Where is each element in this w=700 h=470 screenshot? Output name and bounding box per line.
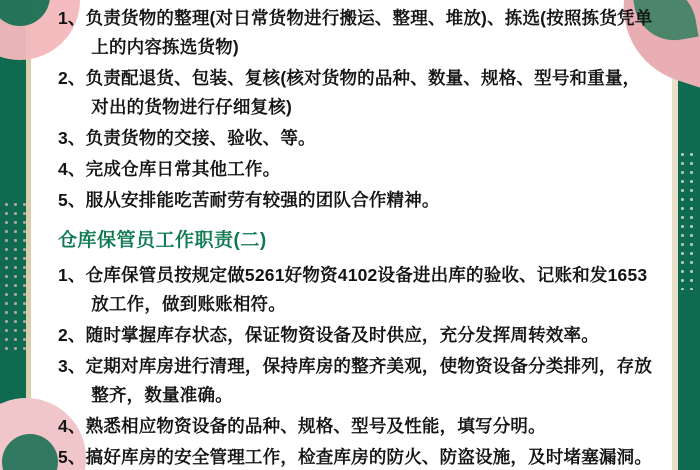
list-item-text: 1、负责货物的整理(对日常货物进行搬运、整理、堆放)、拣选(按照拣货凭单上的内容拣选货物) [58, 8, 653, 57]
list-item [58, 261, 658, 319]
list-item [58, 352, 658, 410]
list-item [58, 155, 658, 184]
decorative-dots-left [2, 200, 26, 350]
section-heading: 仓库保管员工作职责(二) [58, 230, 267, 251]
list-item [58, 412, 658, 441]
list-item-text: 5、服从安排能吃苦耐劳有较强的团队合作精神。 [58, 190, 440, 210]
list-item-text: 3、负责货物的交接、验收、等。 [58, 128, 316, 148]
list-item [58, 64, 658, 122]
list-item [58, 321, 658, 350]
document-content [58, 4, 658, 470]
decorative-dots-right [678, 150, 698, 290]
list-item-text: 2、负责配退货、包装、复核(核对货物的品种、数量、规格、型号和重量，对出的货物进行仔细复核) [58, 68, 641, 117]
list-item-text: 2、随时掌握库存状态，保证物资设备及时供应，充分发挥周转效率。 [58, 325, 599, 345]
list-item-text: 4、熟悉相应物资设备的品种、规格、型号及性能，填写分明。 [58, 416, 546, 436]
list-item-text: 3、定期对库房进行清理，保持库房的整齐美观，使物资设备分类排列，存放整齐，数量准确。 [58, 356, 653, 405]
list-item [58, 443, 658, 470]
list-item [58, 186, 658, 215]
list-item-text: 4、完成仓库日常其他工作。 [58, 159, 281, 179]
list-item [58, 4, 658, 62]
list-item [58, 124, 658, 153]
list-item-text: 1、仓库保管员按规定做5261好物资4102设备进出库的验收、记账和发1653放工作，做到账账相符。 [58, 265, 648, 314]
list-item-text: 5、搞好库房的安全管理工作，检查库房的防火、防盗设施，及时堵塞漏洞。 [58, 447, 653, 467]
